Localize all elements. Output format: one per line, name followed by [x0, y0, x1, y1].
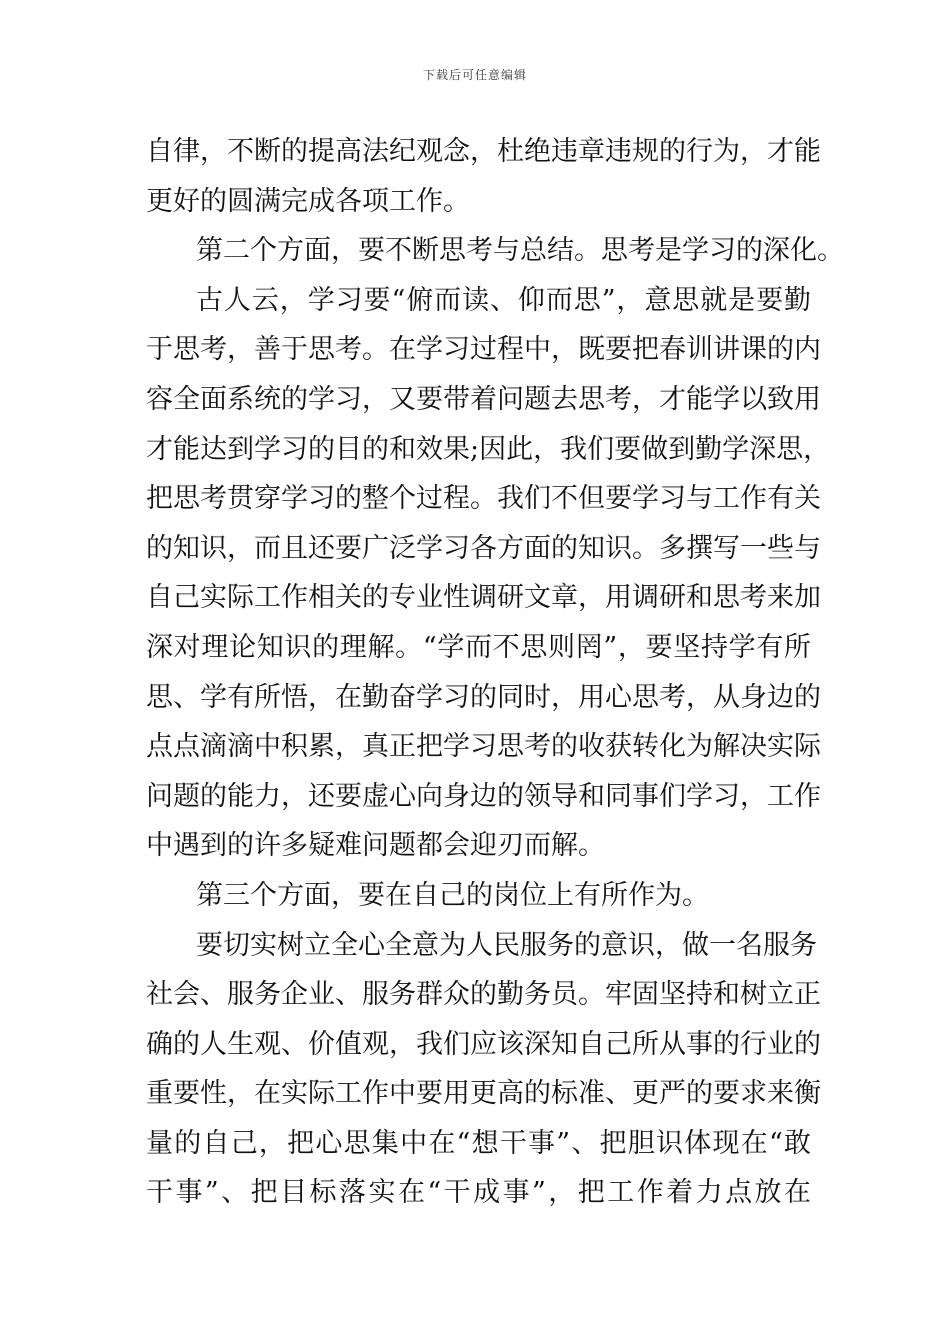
text-line: 第二个方面，要不断思考与总结。思考是学习的深化。 — [196, 235, 844, 267]
text-line: 重要性，在实际工作中要用更高的标准、更严的要求来衡 — [146, 1078, 821, 1110]
text-line: 思、学有所悟，在勤奋学习的同时，用心思考，从身边的 — [146, 681, 821, 713]
text-line: 古人云，学习要“俯而读、仰而思”，意思就是要勤 — [196, 284, 811, 316]
text-line: 第三个方面，要在自己的岗位上有所作为。 — [196, 879, 709, 911]
text-line: 更好的圆满完成各项工作。 — [146, 185, 470, 217]
text-line: 才能达到学习的目的和效果;因此，我们要做到勤学深思， — [146, 433, 831, 465]
text-line: 点点滴滴中积累，真正把学习思考的收获转化为解决实际 — [146, 731, 821, 763]
text-line: 量的自己，把心思集中在“想干事”、把胆识体现在“敢 — [146, 1127, 811, 1159]
text-line: 问题的能力，还要虚心向身边的领导和同事们学习，工作 — [146, 780, 821, 812]
text-line: 把思考贯穿学习的整个过程。我们不但要学习与工作有关 — [146, 483, 821, 515]
text-line: 的知识，而且还要广泛学习各方面的知识。多撰写一些与 — [146, 532, 821, 564]
text-line: 要切实树立全心全意为人民服务的意识，做一名服务 — [196, 929, 817, 961]
text-line: 于思考，善于思考。在学习过程中，既要把春训讲课的内 — [146, 334, 821, 366]
text-line: 中遇到的许多疑难问题都会迎刃而解。 — [146, 830, 605, 862]
page-header: 下载后可任意编辑 — [422, 68, 527, 82]
text-line: 深对理论知识的理解。“学而不思则罔”，要坚持学有所 — [146, 631, 811, 663]
text-line: 确的人生观、价值观，我们应该深知自己所从事的行业的 — [146, 1028, 821, 1060]
text-line: 干事”、把目标落实在“干成事”，把工作着力点放在 — [146, 1177, 811, 1209]
text-line: 容全面系统的学习，又要带着问题去思考，才能学以致用 — [146, 383, 821, 415]
document-body — [146, 127, 844, 1218]
text-line: 社会、服务企业、服务群众的勤务员。牢固坚持和树立正 — [146, 979, 821, 1011]
text-line: 自己实际工作相关的专业性调研文章，用调研和思考来加 — [146, 582, 821, 614]
text-line: 自律，不断的提高法纪观念，杜绝违章违规的行为，才能 — [146, 136, 821, 167]
